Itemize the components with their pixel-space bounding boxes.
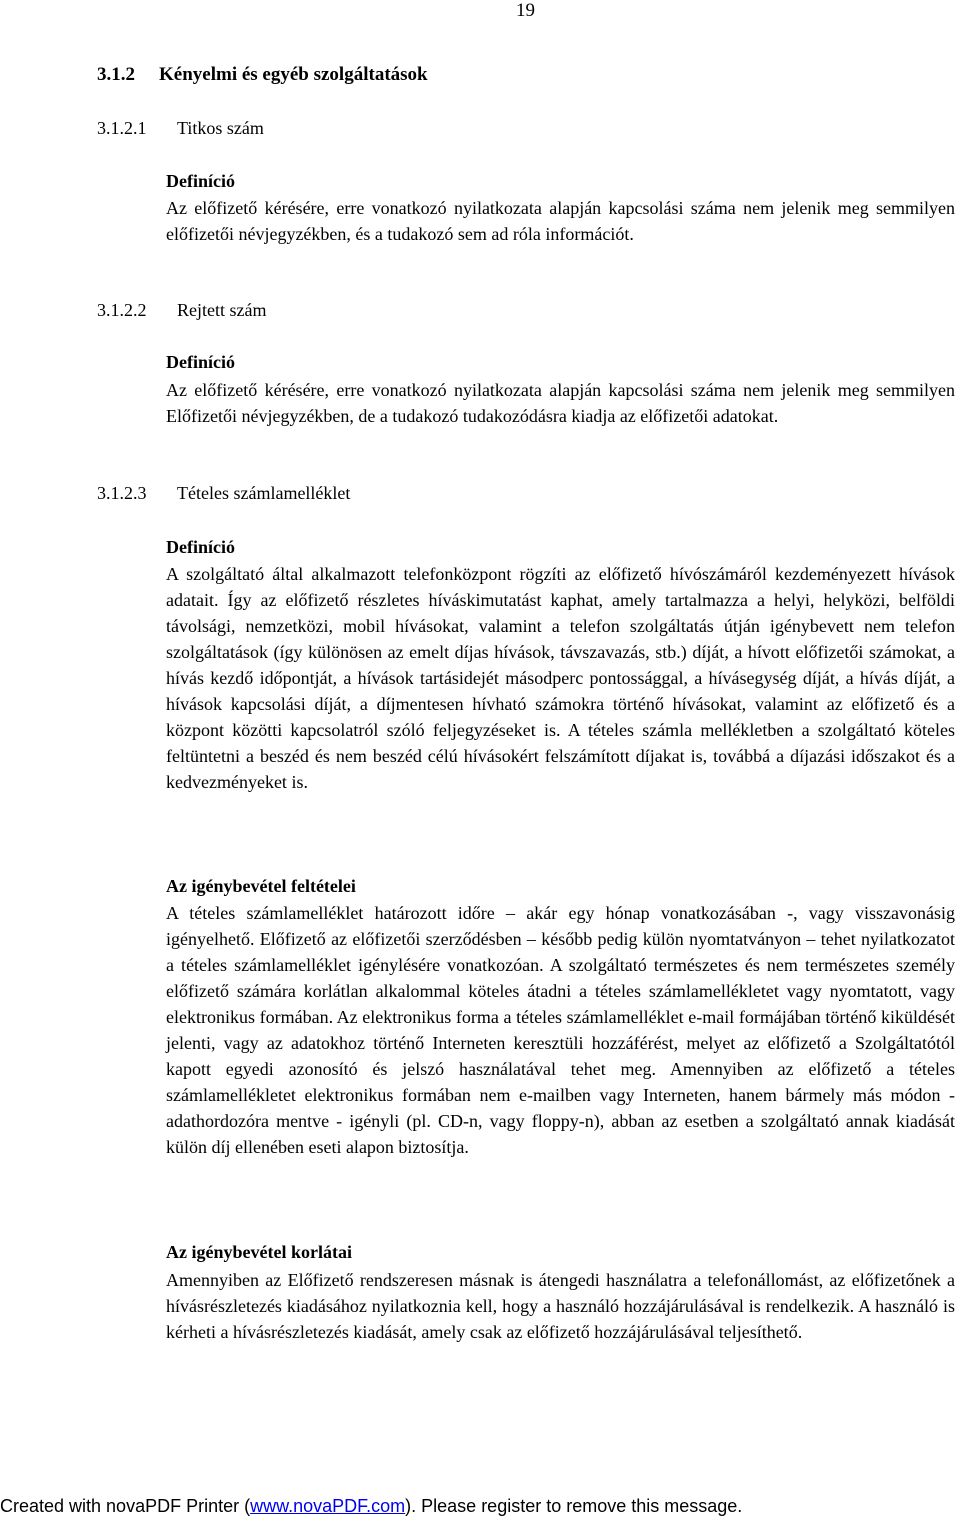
subsection-title: Titkos szám [177,118,264,138]
definition-label: Definíció [166,352,235,372]
definition-label: Definíció [166,171,235,191]
watermark-footer [0,1496,742,1517]
subsection-number: 3.1.2.2 [97,300,147,320]
subsection-heading-1 [97,118,264,139]
subsection-heading-3 [97,483,350,504]
subsection-title: Rejtett szám [177,300,267,320]
footer-prefix: Created with novaPDF Printer ( [0,1496,251,1516]
footer-suffix: ). Please register to remove this message. [405,1496,743,1516]
limits-label: Az igénybevétel korlátai [166,1242,352,1262]
subsection-title: Tételes számlamelléklet [177,483,351,503]
conditions-text: A tételes számlamelléklet határozott időre – akár egy hónap vonatkozásában -, vagy visszavonásig igényelhető. Előfizető az előfizetői szerződésben – később pedig külön nyomtatványon – tehet nyilatkozatot a tételes számlamelléklet igénylésére vonatkozóan. A szolgáltató természetes és nem természetes személy előfizető számára korlátlan alkalommal köteles átadni a tételes számlamellékletet vagy nyomtatott, vagy elektronikus formában. Az elektronikus forma a tételes számlamelléklet e-mail formájában történő kiküldését jelenti, vagy az adatokhoz történő Interneten keresztüli hozzáférést, melyet az előfizető a Szolgáltatótól kapott egyedi azonosító és jelszó használatával tehet meg. Amennyiben az előfizető a tételes számlamellékletet elektronikus formában nem e-mailben vagy Interneten, hanem bármely más módon - adathordozóra mentve - igényli (pl. CD-n, vagy floppy-n), abban az esetben a szolgáltató annak kiadását külön díj ellenében eseti alapon biztosítja. [166,903,955,1157]
definition-text: A szolgáltató által alkalmazott telefonközpont rögzíti az előfizető hívószámáról kezdeményezett hívások adatait. Így az előfizető részletes híváskimutatást kaphat, amely tartalmazza a helyi, helyközi, belföldi távolsági, nemzetközi, mobil hívásokat, valamint a telefon szolgáltatás útján igénybevett nem telefon szolgáltatások (így különösen az emelt díjas hívások, távszavazás, stb.) díját, a hívott előfizetői számokat, a hívás kezdő időpontját, a hívások tartásidejét másodperc pontossággal, a hívásegység díját, a hívás díját, a hívások kapcsolási díját, a díjmentesen hívható számokra történő hívásokat, valamint az előfizető és a központ közötti kapcsolatról szóló feljegyzéseket is. A tételes számla mellékletben a szolgáltató köteles feltüntetni a beszéd és nem beszéd célú hívásokért felszámított díjakat is, továbbá a díjazási időszakot és a kedvezményeket is. [166,564,955,792]
section-heading [97,64,428,86]
section-title: Kényelmi és egyéb szolgáltatások [159,64,428,85]
section-number: 3.1.2 [97,64,135,85]
definition-text: Az előfizető kérésére, erre vonatkozó nyilatkozata alapján kapcsolási száma nem jelenik meg semmilyen előfizetői névjegyzékben, és a tudakozó sem ad róla információt. [166,198,955,244]
subsection-heading-2 [97,300,266,321]
definition-text: Az előfizető kérésére, erre vonatkozó nyilatkozata alapján kapcsolási száma nem jelenik meg semmilyen Előfizetői névjegyzékben, de a tudakozó tudakozódásra kiadja az előfizetői adatokat. [166,380,955,426]
subsection-number: 3.1.2.1 [97,118,147,138]
definition-label: Definíció [166,537,235,557]
conditions-label: Az igénybevétel feltételei [166,876,356,896]
limits-text: Amennyiben az Előfizető rendszeresen másnak is átengedi használatra a telefonállomást, az előfizetőnek a hívásrészletezés kiadásához nyilatkoznia kell, hogy a használó hozzájárulásával is rendelkezik. A használó is kérheti a hívásrészletezés kiadását, amely csak az előfizető hozzájárulásával teljesíthető. [166,1270,955,1342]
footer-link[interactable]: www.novaPDF.com [250,1496,406,1516]
subsection-number: 3.1.2.3 [97,483,147,503]
page-number: 19 [516,0,535,21]
